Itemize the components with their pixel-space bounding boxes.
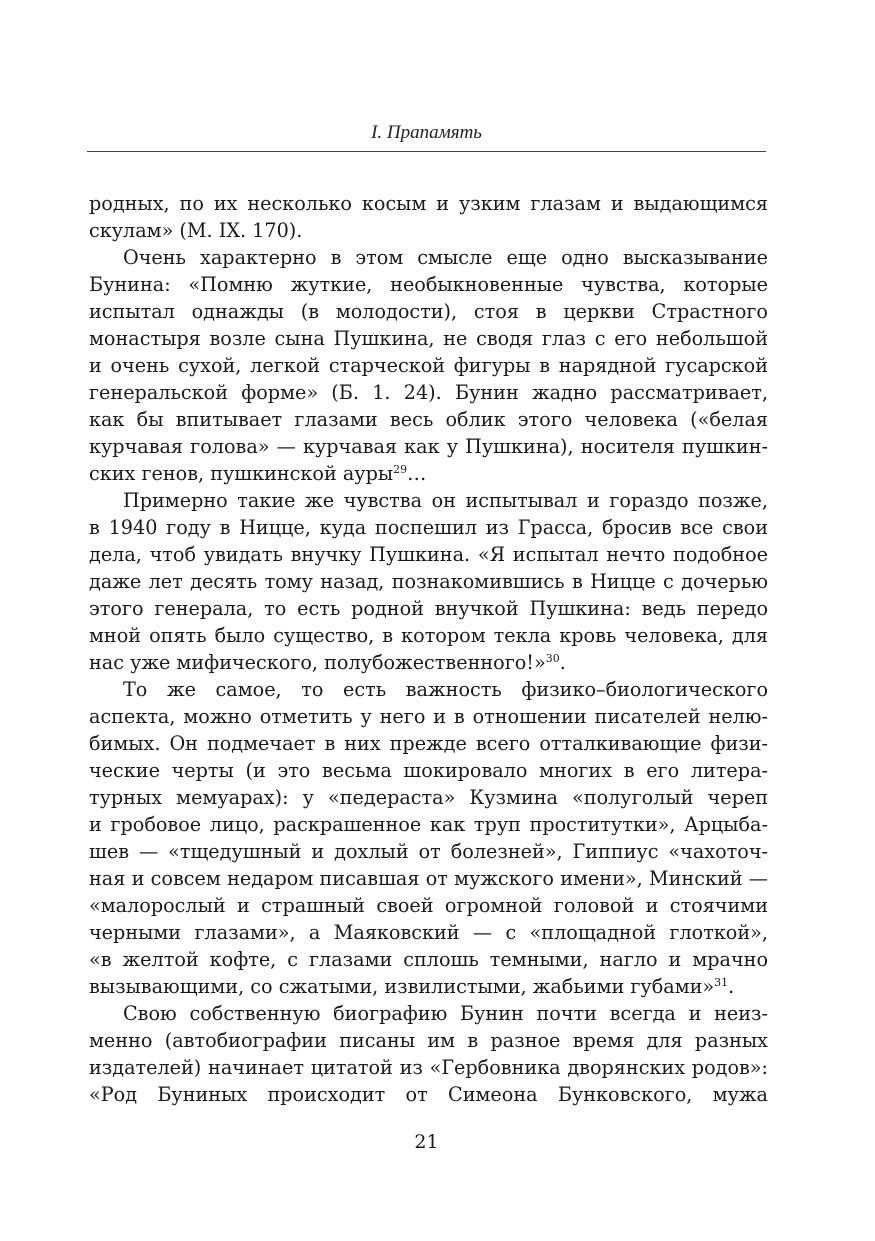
paragraph-5 <box>89 1000 768 1108</box>
header-rule <box>87 151 766 152</box>
text-line: и очень сухой, легкой старческой фигуры в нарядной гусарской <box>89 354 768 377</box>
text-fragment: … <box>407 462 427 485</box>
text-line: издателей) начинает цитатой из «Гербовника дворянских родов»: <box>89 1056 768 1079</box>
body-text <box>89 190 768 1108</box>
text-line <box>89 973 768 1000</box>
paragraph-2 <box>89 244 768 487</box>
text-line: Очень характерно в этом смысле еще одно высказывание <box>123 246 768 269</box>
text-line: Свою собственную биографию Бунин почти всегда и неиз- <box>123 1002 768 1025</box>
text-line: в 1940 году в Ницце, куда поспешил из Грасса, бросив все свои <box>89 516 768 539</box>
text-line: курчавая голова» — курчавая как у Пушкина), носителя пушкин- <box>89 435 768 458</box>
text-line: «малорослый и страшный своей огромной головой и стоячими <box>89 894 768 917</box>
running-head: I. Прапамять <box>371 122 482 143</box>
text-line: генеральской форме» (Б. 1. 24). Бунин жадно рассматривает, <box>89 381 768 404</box>
paragraph-1 <box>89 190 768 244</box>
text-line: и гробовое лицо, раскрашенное как труп проститутки», Арцыба- <box>89 813 768 836</box>
text-fragment: нас уже мифического, полубожественного!» <box>89 651 546 674</box>
text-fragment: вызывающими, со сжатыми, извилистыми, жабьими губами» <box>89 975 715 998</box>
text-line: ческие черты (и это весьма шокировало многих в его литера- <box>89 759 768 782</box>
text-line: Примерно такие же чувства он испытывал и гораздо позже, <box>123 489 768 512</box>
paragraph-3 <box>89 487 768 676</box>
text-line <box>89 649 768 676</box>
text-line: шев — «тщедушный и дохлый от болезней», Гиппиус «чахоточ- <box>89 840 768 863</box>
footnote-ref-29[interactable]: 29 <box>393 463 408 476</box>
text-line: «Род Буниных происходит от Симеона Бунковского, мужа <box>89 1083 768 1106</box>
text-line: этого генерала, то есть родной внучкой Пушкина: ведь передо <box>89 597 768 620</box>
text-line: «в желтой кофте, с глазами сплошь темными, нагло и мрачно <box>89 948 768 971</box>
text-line: аспекта, можно отметить у него и в отношении писателей нелю- <box>89 705 768 728</box>
text-line: испытал однажды (в молодости), стоя в церкви Страстного <box>89 300 768 323</box>
text-line: родных, по их несколько косым и узким глазам и выдающимся <box>89 192 768 215</box>
text-line: как бы впитывает глазами весь облик этого человека («белая <box>89 408 768 431</box>
footnote-ref-31[interactable]: 31 <box>714 976 729 989</box>
text-line: скулам» (М. IX. 170). <box>89 219 303 242</box>
text-line: менно (автобиографии писаны им в разное время для разных <box>89 1029 768 1052</box>
paragraph-4 <box>89 676 768 1000</box>
page-number: 21 <box>414 1131 439 1153</box>
text-line: Бунина: «Помню жуткие, необыкновенные чувства, которые <box>89 273 768 296</box>
text-line: мной опять было существо, в котором текла кровь человека, для <box>89 624 768 647</box>
text-line: турных мемуарах): у «педераста» Кузмина «полуголый череп <box>89 786 768 809</box>
text-line: черными глазами», а Маяковский — с «площадной глоткой», <box>89 921 768 944</box>
text-line: ная и совсем недаром писавшая от мужского имени», Минский — <box>89 867 768 890</box>
text-line: То же самое, то есть важность физико–биологического <box>123 678 768 701</box>
text-line: монастыря возле сына Пушкина, не сводя глаз с его небольшой <box>89 327 768 350</box>
text-fragment: . <box>728 975 735 998</box>
text-line: даже лет десять тому назад, познакомившись в Ницце с дочерью <box>89 570 768 593</box>
text-line: бимых. Он подмечает в них прежде всего отталкивающие физи- <box>89 732 768 755</box>
text-line <box>89 460 768 487</box>
text-fragment: . <box>559 651 566 674</box>
text-fragment: ских генов, пушкинской ауры <box>89 462 394 485</box>
footnote-ref-30[interactable]: 30 <box>545 652 560 665</box>
text-line: дела, чтоб увидать внучку Пушкина. «Я испытал нечто подобное <box>89 543 768 566</box>
